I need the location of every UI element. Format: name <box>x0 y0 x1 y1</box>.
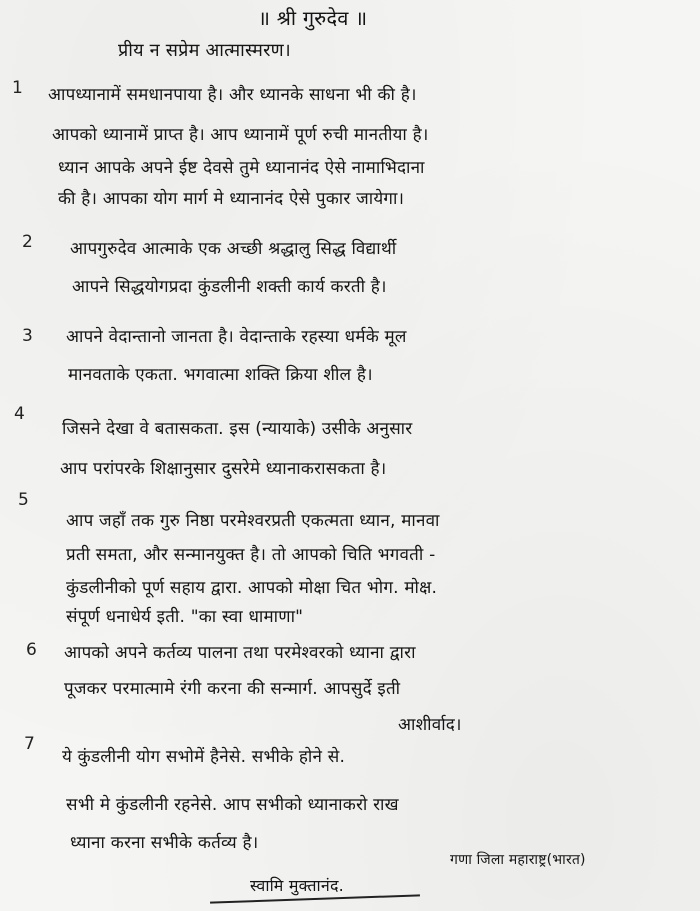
text-line: आपको अपने कर्तव्य पालना तथा परमेश्वरको ध्याना द्वारा <box>64 643 416 663</box>
text-line: आप परांपरके शिक्षानुसार दुसरेमे ध्यानाकरासकता है। <box>60 459 387 479</box>
signature: स्वामि मुक्तानंद. <box>250 876 344 895</box>
text-line: पूजकर परमात्मामे रंगी करना की सन्मार्ग. आपसुर्दे इती <box>64 679 401 699</box>
text-line: प्रती समता, और सन्मानयुक्त है। तो आपको चिति भगवती - <box>66 545 436 565</box>
text-line: आपध्यानामें समधानपाया है। और ध्यानके साधना भी की है। <box>48 85 417 105</box>
text-line: संपूर्ण धनाधेर्य इती. "का स्वा धामाणा" <box>66 607 304 627</box>
page-title: ॥ श्री गुरुदेव ॥ <box>258 6 368 30</box>
text-line: कुंडलीनीको पूर्ण सहाय द्वारा. आपको मोक्षा चित भोग. मोक्ष. <box>66 578 438 598</box>
text-line: आपगुरुदेव आत्माके एक अच्छी श्रद्धालु सिद्ध विद्यार्थी <box>70 239 397 259</box>
section-number: 4 <box>14 404 25 424</box>
text-line: ध्याना करना सभीके कर्तव्य है। <box>70 833 259 853</box>
text-line: आपने सिद्धयोगप्रदा कुंडलीनी शक्ती कार्य करती है। <box>72 277 387 297</box>
section-number: 1 <box>12 78 23 98</box>
section-number: 7 <box>24 734 35 754</box>
text-line: ये कुंडलीनी योग सभोमें हैनेसे. सभीके होने से. <box>62 747 346 767</box>
section-number: 3 <box>22 326 33 346</box>
text-line: सभी मे कुंडलीनी रहनेसे. आप सभीको ध्यानाकरो राख <box>66 795 399 815</box>
blessing: आशीर्वाद। <box>398 715 462 735</box>
text-line: ध्यान आपके अपने ईष्ट देवसे तुमे ध्यानानंद ऐसे नामाभिदाना <box>58 158 425 178</box>
text-line: आप जहाँ तक गुरु निष्ठा परमेश्वरप्रती एकत्मता ध्यान, मानवा <box>66 511 440 531</box>
greeting-line: प्रीय न सप्रेम आत्मास्मरण। <box>118 40 291 61</box>
section-number: 5 <box>18 490 29 510</box>
text-line: जिसने देखा वे बतासकता. इस (न्यायाके) उसीके अनुसार <box>62 419 413 439</box>
text-line: की है। आपका योग मार्ग मे ध्यानानंद ऐसे पुकार जायेगा। <box>58 189 405 209</box>
text-line: आपको ध्यानामें प्राप्त है। आप ध्यानामें पूर्ण रुची मानतीया है। <box>52 125 429 145</box>
text-line: आपने वेदान्तानो जानता है। वेदान्ताके रहस्या धर्मके मूल <box>66 327 407 347</box>
text-line: मानवताके एकता. भगवात्मा शक्ति क्रिया शील है। <box>68 365 373 385</box>
place-line: गणा जिला महाराष्ट्र(भारत) <box>450 852 586 868</box>
section-number: 6 <box>26 640 37 660</box>
section-number: 2 <box>22 232 33 252</box>
